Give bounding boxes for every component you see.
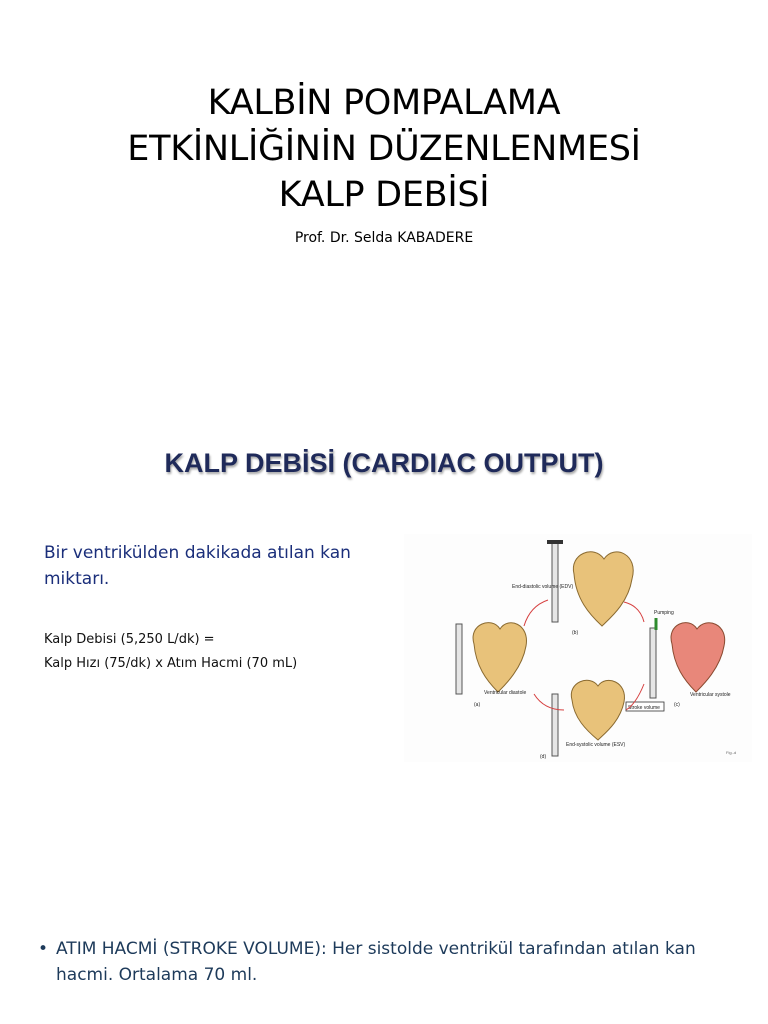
panel-c-label: (c): [674, 702, 680, 708]
pumping-label: Pumping: [654, 610, 674, 616]
syringe-c: [650, 628, 656, 698]
edv-label: End-diastolic volume (EDV): [512, 584, 574, 590]
ventricular-diastole-label: Ventricular diastole: [484, 690, 527, 696]
bullet-icon: •: [38, 939, 49, 959]
title-line-3: KALP DEBİSİ: [278, 175, 490, 215]
cardiac-cycle-svg: [404, 534, 752, 762]
formula-line-1: Kalp Debisi (5,250 L/dk) =: [44, 632, 215, 647]
figure-credit: Fig.-d: [726, 750, 737, 755]
slide-title: [0, 80, 768, 218]
definition-text: Bir ventrikülden dakikada atılan kan miktarı.: [44, 543, 351, 589]
title-line-1: KALBİN POMPALAMA: [207, 83, 561, 123]
title-line-2: ETKİNLİĞİNİN DÜZENLENMESİ: [127, 129, 641, 169]
syringe-a: [456, 624, 462, 694]
panel-b-label: (b): [572, 630, 579, 636]
cardiac-output-heading: KALP DEBİSİ (CARDIAC OUTPUT): [164, 448, 604, 478]
syringe-b-plunger: [547, 540, 563, 544]
stroke-volume-text: ATIM HACMİ (STROKE VOLUME): Her sistolde ventrikül tarafından atılan kan hacmi. Ortalama 70 ml.: [56, 939, 696, 985]
panel-d-label: (d): [540, 754, 547, 760]
ventricular-systole-label: Ventricular systole: [690, 692, 731, 698]
formula-line-2: Kalp Hızı (75/dk) x Atım Hacmi (70 mL): [44, 656, 298, 671]
esv-label: End-systolic volume (ESV): [566, 742, 626, 748]
panel-a-label: (a): [474, 702, 481, 708]
syringe-b: [552, 542, 558, 622]
syringe-d: [552, 694, 558, 756]
stroke-volume-label: Stroke volume: [628, 705, 660, 711]
stroke-volume-bullet: [38, 936, 736, 988]
author-subtitle: Prof. Dr. Selda KABADERE: [294, 230, 474, 246]
cardiac-cycle-diagram: [404, 534, 752, 762]
formula-block: [44, 628, 297, 676]
